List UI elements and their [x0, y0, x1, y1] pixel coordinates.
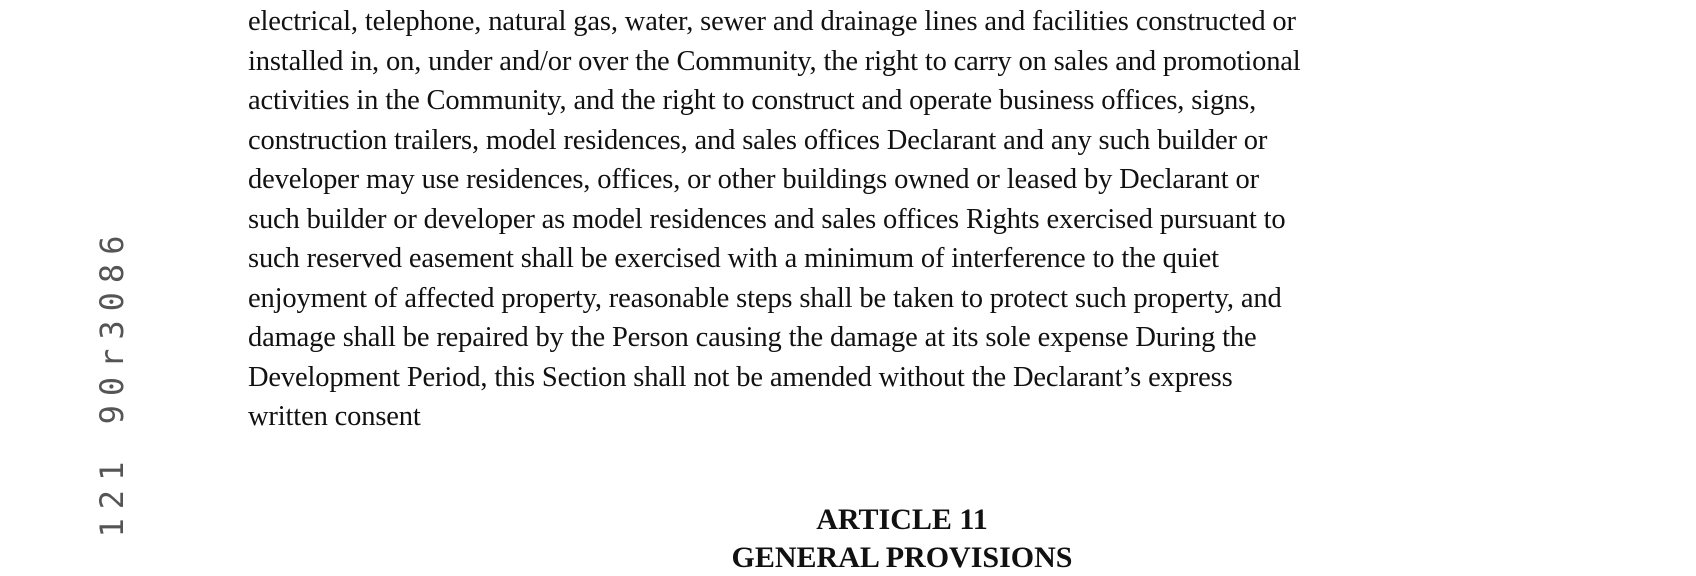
body-line: enjoyment of affected property, reasonable steps shall be taken to protect such property, and	[248, 282, 1282, 314]
recording-stamp: 121 90r3086	[93, 226, 131, 538]
body-line: such reserved easement shall be exercised with a minimum of interference to the quiet	[248, 243, 1219, 274]
article-subheading: GENERAL PROVISIONS	[731, 541, 1073, 574]
article-heading: ARTICLE 11	[816, 503, 988, 536]
body-line: electrical, telephone, natural gas, water, sewer and drainage lines and facilities constructed or	[248, 6, 1296, 37]
body-line: installed in, on, under and/or over the Community, the right to carry on sales and promotional	[248, 45, 1301, 77]
body-line: construction trailers, model residences, and sales offices Declarant and any such builder or	[248, 124, 1268, 156]
body-line: written consent	[248, 401, 421, 432]
body-line: activities in the Community, and the right to construct and operate business offices, signs,	[248, 85, 1257, 116]
body-line: damage shall be repaired by the Person causing the damage at its sole expense During the	[248, 322, 1257, 353]
body-line: Development Period, this Section shall not be amended without the Declarant’s express	[248, 361, 1233, 393]
body-line: developer may use residences, offices, or other buildings owned or leased by Declarant or	[248, 164, 1259, 195]
body-line: such builder or developer as model residences and sales offices Rights exercised pursuant to	[248, 203, 1286, 235]
section-body-text	[248, 2, 1548, 437]
